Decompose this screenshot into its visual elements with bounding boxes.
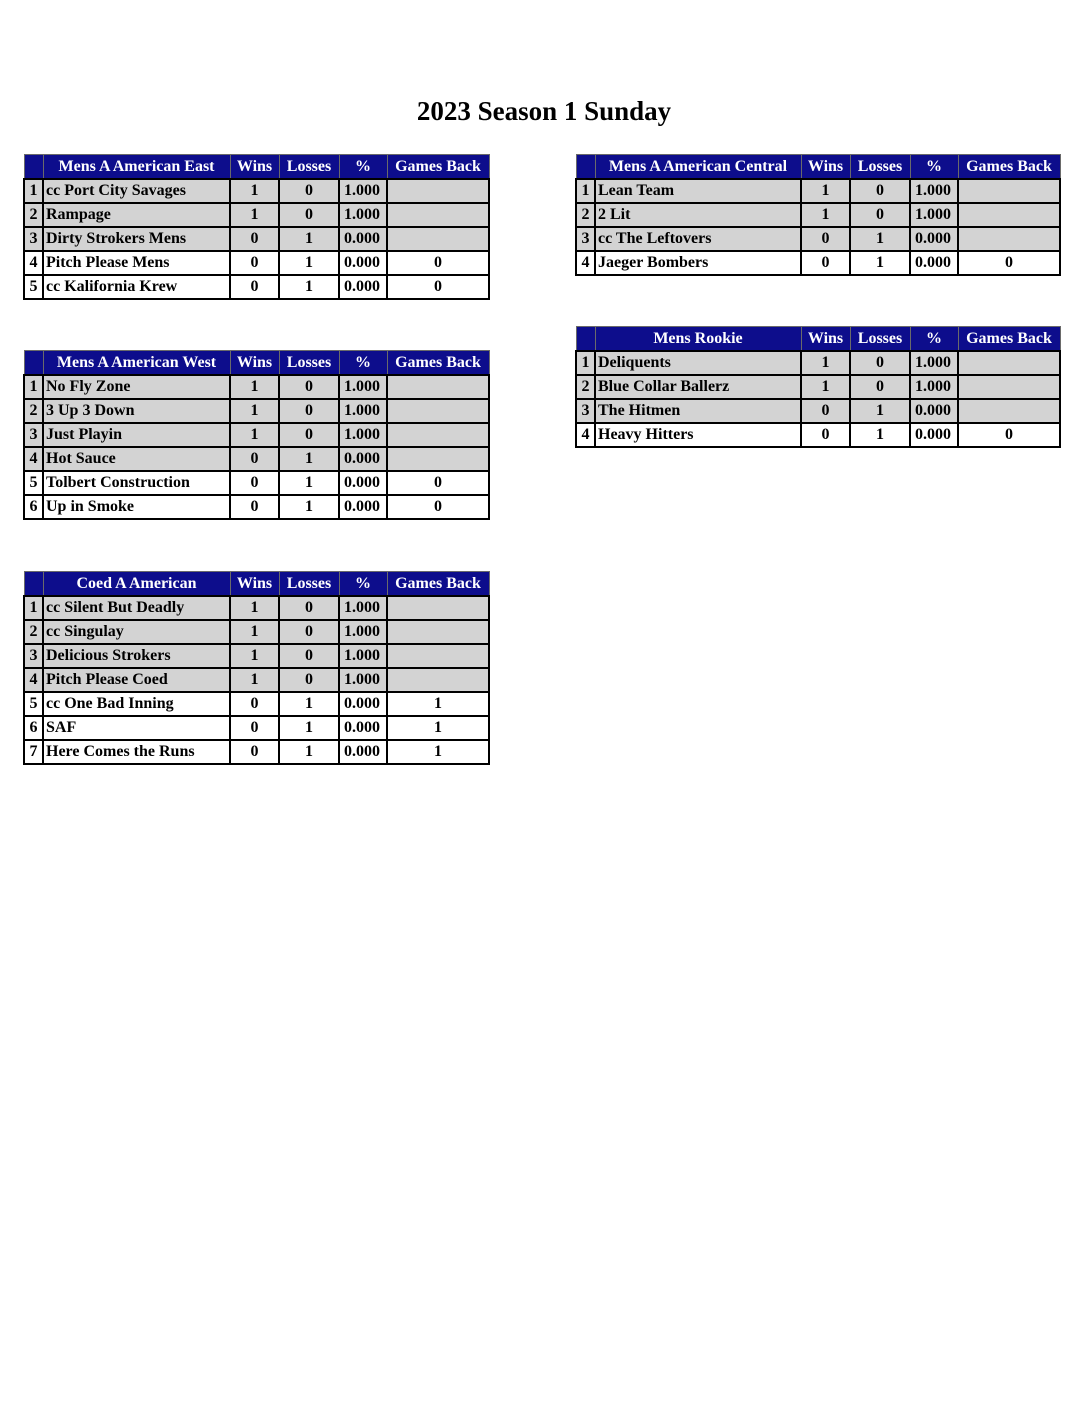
wins-cell: 1 xyxy=(230,399,279,423)
pct-cell: 1.000 xyxy=(339,644,387,668)
team-name-cell: Dirty Strokers Mens xyxy=(43,227,230,251)
games-back-cell xyxy=(387,423,489,447)
wins-cell: 0 xyxy=(230,275,279,299)
games-back-cell xyxy=(387,596,489,620)
pct-cell: 1.000 xyxy=(910,179,958,203)
table-row xyxy=(24,447,489,471)
team-name-cell: 2 Lit xyxy=(595,203,801,227)
wins-header: Wins xyxy=(230,155,279,180)
games-back-cell xyxy=(387,203,489,227)
wins-cell: 1 xyxy=(801,179,850,203)
losses-cell: 1 xyxy=(279,692,339,716)
wins-cell: 0 xyxy=(230,251,279,275)
losses-header: Losses xyxy=(279,155,339,180)
losses-cell: 1 xyxy=(279,275,339,299)
pct-cell: 0.000 xyxy=(339,495,387,519)
losses-cell: 1 xyxy=(279,740,339,764)
team-name-cell: The Hitmen xyxy=(595,399,801,423)
pct-cell: 1.000 xyxy=(910,375,958,399)
team-name-cell: Hot Sauce xyxy=(43,447,230,471)
team-name-cell: Just Playin xyxy=(43,423,230,447)
pct-cell: 0.000 xyxy=(910,399,958,423)
games-back-cell xyxy=(958,227,1060,251)
wins-cell: 0 xyxy=(801,227,850,251)
losses-cell: 0 xyxy=(279,644,339,668)
games-back-cell: 0 xyxy=(387,495,489,519)
rank-header xyxy=(576,327,595,352)
wins-cell: 1 xyxy=(230,423,279,447)
rank-cell: 5 xyxy=(24,471,43,495)
standings-table-mens-rookie xyxy=(575,326,1061,448)
wins-cell: 0 xyxy=(801,423,850,447)
division-name: Mens A American East xyxy=(43,155,230,180)
team-name-cell: Pitch Please Coed xyxy=(43,668,230,692)
team-name-cell: Blue Collar Ballerz xyxy=(595,375,801,399)
rank-cell: 6 xyxy=(24,495,43,519)
rank-cell: 1 xyxy=(24,596,43,620)
rank-cell: 4 xyxy=(24,251,43,275)
games-back-cell: 0 xyxy=(958,423,1060,447)
wins-header: Wins xyxy=(801,327,850,352)
rank-cell: 5 xyxy=(24,275,43,299)
pct-cell: 0.000 xyxy=(339,251,387,275)
rank-cell: 4 xyxy=(576,423,595,447)
team-name-cell: Pitch Please Mens xyxy=(43,251,230,275)
games-back-cell: 0 xyxy=(958,251,1060,275)
rank-header xyxy=(24,572,43,597)
table-row xyxy=(24,740,489,764)
table-row xyxy=(24,495,489,519)
wins-cell: 0 xyxy=(801,251,850,275)
losses-header: Losses xyxy=(279,572,339,597)
losses-cell: 0 xyxy=(279,668,339,692)
games-back-cell: 0 xyxy=(387,251,489,275)
games-back-cell xyxy=(958,179,1060,203)
wins-cell: 0 xyxy=(230,716,279,740)
standings-table-mens-a-american-central xyxy=(575,154,1061,276)
games-back-header: Games Back xyxy=(387,351,489,376)
games-back-cell xyxy=(387,375,489,399)
header-row xyxy=(24,572,489,597)
wins-cell: 1 xyxy=(230,179,279,203)
pct-cell: 1.000 xyxy=(339,620,387,644)
pct-cell: 1.000 xyxy=(910,203,958,227)
division-name: Mens Rookie xyxy=(595,327,801,352)
games-back-cell xyxy=(387,399,489,423)
losses-cell: 0 xyxy=(850,375,910,399)
games-back-cell: 1 xyxy=(387,692,489,716)
wins-cell: 0 xyxy=(230,227,279,251)
wins-cell: 0 xyxy=(230,692,279,716)
rank-cell: 3 xyxy=(24,644,43,668)
wins-cell: 1 xyxy=(230,620,279,644)
rank-header xyxy=(24,351,43,376)
losses-cell: 0 xyxy=(279,203,339,227)
games-back-cell xyxy=(387,179,489,203)
games-back-header: Games Back xyxy=(958,155,1060,180)
team-name-cell: No Fly Zone xyxy=(43,375,230,399)
losses-cell: 0 xyxy=(850,351,910,375)
losses-cell: 0 xyxy=(850,203,910,227)
header-row xyxy=(24,351,489,376)
losses-cell: 1 xyxy=(279,251,339,275)
pct-cell: 0.000 xyxy=(339,447,387,471)
wins-header: Wins xyxy=(801,155,850,180)
header-row xyxy=(24,155,489,180)
rank-cell: 3 xyxy=(24,423,43,447)
header-row xyxy=(576,155,1060,180)
losses-header: Losses xyxy=(279,351,339,376)
division-name: Mens A American Central xyxy=(595,155,801,180)
rank-cell: 3 xyxy=(576,227,595,251)
games-back-header: Games Back xyxy=(387,572,489,597)
pct-header: % xyxy=(339,155,387,180)
losses-cell: 0 xyxy=(279,620,339,644)
team-name-cell: Lean Team xyxy=(595,179,801,203)
table-row xyxy=(24,375,489,399)
table-row xyxy=(24,620,489,644)
pct-cell: 0.000 xyxy=(910,251,958,275)
rank-cell: 7 xyxy=(24,740,43,764)
wins-cell: 1 xyxy=(801,351,850,375)
rank-cell: 1 xyxy=(576,179,595,203)
games-back-cell xyxy=(958,351,1060,375)
pct-cell: 0.000 xyxy=(910,423,958,447)
header-row xyxy=(576,327,1060,352)
table-row xyxy=(576,375,1060,399)
wins-cell: 1 xyxy=(230,596,279,620)
rank-cell: 3 xyxy=(24,227,43,251)
team-name-cell: Jaeger Bombers xyxy=(595,251,801,275)
team-name-cell: SAF xyxy=(43,716,230,740)
rank-cell: 4 xyxy=(576,251,595,275)
rank-cell: 1 xyxy=(24,375,43,399)
table-row xyxy=(24,251,489,275)
rank-cell: 3 xyxy=(576,399,595,423)
table-row xyxy=(24,692,489,716)
pct-cell: 1.000 xyxy=(910,351,958,375)
page-title: 2023 Season 1 Sunday xyxy=(416,96,672,126)
pct-cell: 1.000 xyxy=(339,668,387,692)
wins-cell: 1 xyxy=(230,668,279,692)
team-name-cell: Heavy Hitters xyxy=(595,423,801,447)
pct-header: % xyxy=(339,572,387,597)
pct-cell: 1.000 xyxy=(339,375,387,399)
losses-cell: 1 xyxy=(850,399,910,423)
team-name-cell: cc Kalifornia Krew xyxy=(43,275,230,299)
pct-cell: 0.000 xyxy=(339,227,387,251)
table-row xyxy=(576,251,1060,275)
losses-cell: 0 xyxy=(850,179,910,203)
rank-cell: 1 xyxy=(576,351,595,375)
games-back-cell: 0 xyxy=(387,275,489,299)
losses-cell: 0 xyxy=(279,179,339,203)
table-row xyxy=(576,179,1060,203)
wins-cell: 0 xyxy=(230,740,279,764)
team-name-cell: Delicious Strokers xyxy=(43,644,230,668)
pct-cell: 0.000 xyxy=(339,471,387,495)
games-back-cell: 0 xyxy=(387,471,489,495)
team-name-cell: Deliquents xyxy=(595,351,801,375)
losses-cell: 1 xyxy=(850,423,910,447)
rank-cell: 2 xyxy=(24,203,43,227)
table-row xyxy=(24,716,489,740)
standings-table-mens-a-american-west xyxy=(23,350,490,520)
pct-cell: 1.000 xyxy=(339,179,387,203)
wins-header: Wins xyxy=(230,572,279,597)
games-back-header: Games Back xyxy=(387,155,489,180)
pct-header: % xyxy=(339,351,387,376)
losses-cell: 0 xyxy=(279,375,339,399)
games-back-cell xyxy=(387,227,489,251)
games-back-cell: 1 xyxy=(387,716,489,740)
pct-cell: 1.000 xyxy=(339,399,387,423)
pct-header: % xyxy=(910,155,958,180)
wins-cell: 1 xyxy=(801,203,850,227)
rank-header xyxy=(24,155,43,180)
wins-cell: 0 xyxy=(230,471,279,495)
team-name-cell: cc Singulay xyxy=(43,620,230,644)
games-back-cell xyxy=(958,203,1060,227)
team-name-cell: cc One Bad Inning xyxy=(43,692,230,716)
wins-cell: 0 xyxy=(230,495,279,519)
games-back-cell xyxy=(387,620,489,644)
team-name-cell: Rampage xyxy=(43,203,230,227)
pct-cell: 1.000 xyxy=(339,203,387,227)
table-row xyxy=(576,399,1060,423)
pct-cell: 1.000 xyxy=(339,596,387,620)
wins-cell: 0 xyxy=(230,447,279,471)
losses-header: Losses xyxy=(850,155,910,180)
pct-cell: 1.000 xyxy=(339,423,387,447)
table-row xyxy=(576,203,1060,227)
rank-cell: 2 xyxy=(24,620,43,644)
losses-cell: 1 xyxy=(279,716,339,740)
table-row xyxy=(576,351,1060,375)
losses-header: Losses xyxy=(850,327,910,352)
pct-cell: 0.000 xyxy=(339,716,387,740)
losses-cell: 0 xyxy=(279,423,339,447)
losses-cell: 0 xyxy=(279,399,339,423)
losses-cell: 1 xyxy=(850,227,910,251)
team-name-cell: Here Comes the Runs xyxy=(43,740,230,764)
table-row xyxy=(24,596,489,620)
division-name: Mens A American West xyxy=(43,351,230,376)
wins-cell: 1 xyxy=(230,203,279,227)
games-back-cell xyxy=(387,644,489,668)
rank-cell: 2 xyxy=(576,375,595,399)
pct-header: % xyxy=(910,327,958,352)
rank-cell: 6 xyxy=(24,716,43,740)
table-row xyxy=(24,644,489,668)
division-name: Coed A American xyxy=(43,572,230,597)
pct-cell: 0.000 xyxy=(339,275,387,299)
games-back-cell: 1 xyxy=(387,740,489,764)
rank-cell: 4 xyxy=(24,668,43,692)
team-name-cell: cc Port City Savages xyxy=(43,179,230,203)
wins-cell: 1 xyxy=(230,375,279,399)
games-back-header: Games Back xyxy=(958,327,1060,352)
table-row xyxy=(24,227,489,251)
losses-cell: 1 xyxy=(279,227,339,251)
table-row xyxy=(576,227,1060,251)
table-row xyxy=(24,423,489,447)
rank-cell: 1 xyxy=(24,179,43,203)
losses-cell: 1 xyxy=(279,495,339,519)
wins-header: Wins xyxy=(230,351,279,376)
rank-cell: 5 xyxy=(24,692,43,716)
standings-table-mens-a-american-east xyxy=(23,154,490,300)
pct-cell: 0.000 xyxy=(339,740,387,764)
rank-cell: 2 xyxy=(24,399,43,423)
pct-cell: 0.000 xyxy=(910,227,958,251)
games-back-cell xyxy=(958,399,1060,423)
team-name-cell: cc The Leftovers xyxy=(595,227,801,251)
team-name-cell: cc Silent But Deadly xyxy=(43,596,230,620)
wins-cell: 1 xyxy=(230,644,279,668)
pct-cell: 0.000 xyxy=(339,692,387,716)
rank-cell: 4 xyxy=(24,447,43,471)
team-name-cell: Up in Smoke xyxy=(43,495,230,519)
games-back-cell xyxy=(958,375,1060,399)
losses-cell: 1 xyxy=(279,447,339,471)
team-name-cell: Tolbert Construction xyxy=(43,471,230,495)
table-row xyxy=(24,668,489,692)
rank-cell: 2 xyxy=(576,203,595,227)
games-back-cell xyxy=(387,668,489,692)
team-name-cell: 3 Up 3 Down xyxy=(43,399,230,423)
table-row xyxy=(24,179,489,203)
table-row xyxy=(24,471,489,495)
rank-header xyxy=(576,155,595,180)
standings-table-coed-a-american xyxy=(23,571,490,765)
losses-cell: 0 xyxy=(279,596,339,620)
table-row xyxy=(24,203,489,227)
losses-cell: 1 xyxy=(279,471,339,495)
table-row xyxy=(576,423,1060,447)
table-row xyxy=(24,399,489,423)
wins-cell: 0 xyxy=(801,399,850,423)
table-row xyxy=(24,275,489,299)
games-back-cell xyxy=(387,447,489,471)
wins-cell: 1 xyxy=(801,375,850,399)
losses-cell: 1 xyxy=(850,251,910,275)
